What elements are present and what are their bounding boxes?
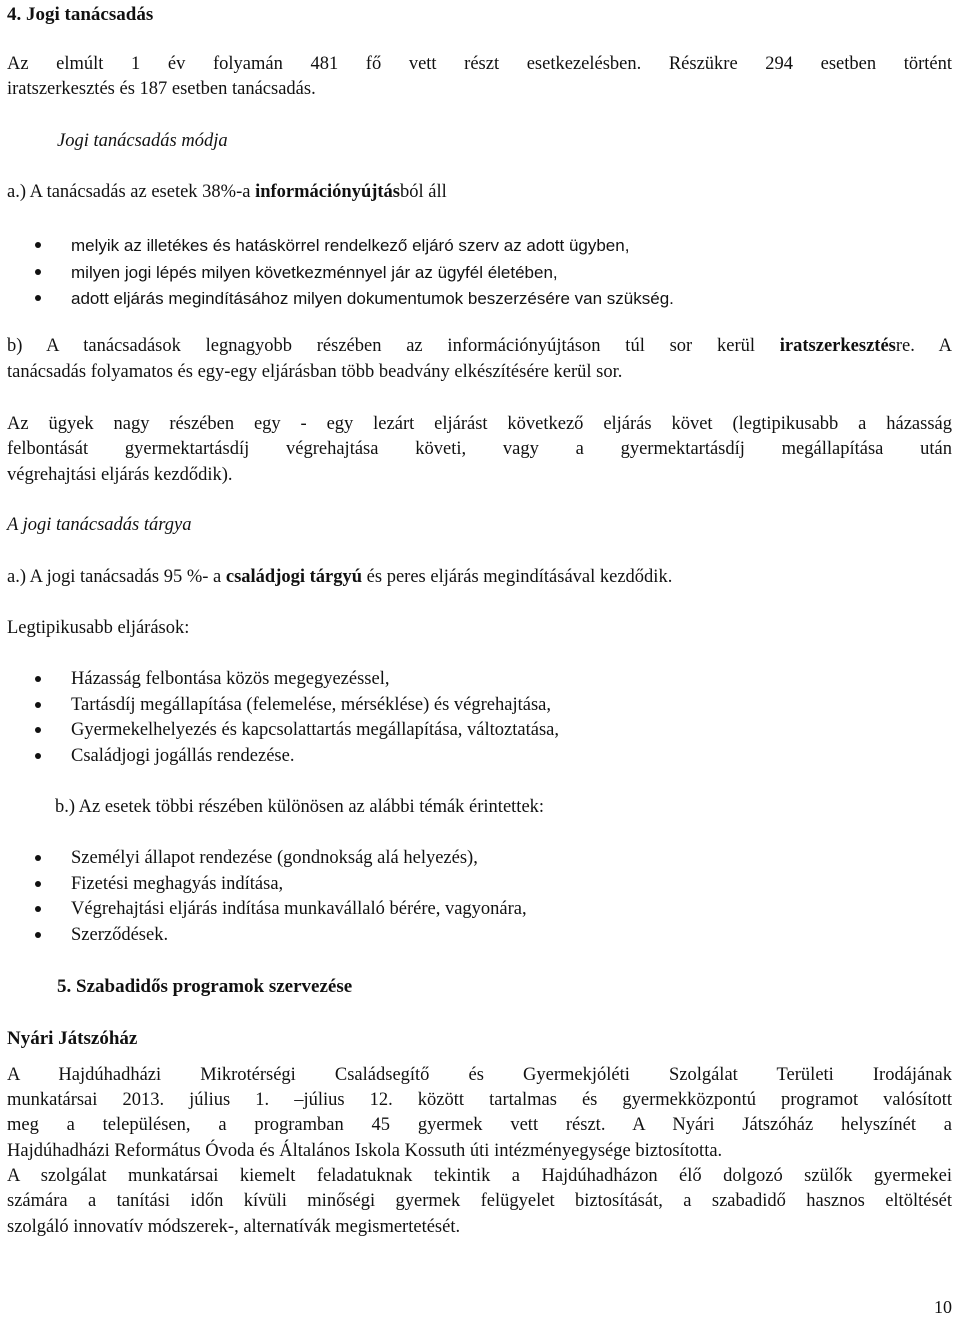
other-bullet-list <box>0 846 527 948</box>
intro-line-1: Az elmúlt 1 év folyamán 481 fő vett részt esetkezelésben. Részükre 294 esetben történt <box>7 54 952 74</box>
typical-bullet-list <box>0 667 559 769</box>
subject-title: A jogi tanácsadás tárgya <box>7 515 192 535</box>
p1-line-2: munkatársai 2013. július 1. –július 12. között tartalmas és gyermekközpontú programot valósított <box>7 1090 952 1110</box>
point-b-line-2: tanácsadás folyamatos és egy-egy eljárásban több beadvány elkészítésére kerül sor. <box>7 362 623 382</box>
point-a-bold: információnyújtás <box>255 182 401 202</box>
typical-title: Legtipikusabb eljárások: <box>7 618 190 638</box>
p2-line-1: A szolgálat munkatársai kiemelt feladatuknak tekintik a Hajdúhadházon élő dolgozó szülők gyermekei <box>7 1166 952 1186</box>
list-item: Gyermekelhelyezés és kapcsolattartás megállapítása, változtatása, <box>0 718 559 744</box>
subject-a-post: és peres eljárás megindításával kezdődik. <box>362 567 673 587</box>
list-item: Házasság felbontása közös megegyezéssel, <box>0 667 559 693</box>
point-a-post: ból áll <box>400 182 447 202</box>
point-b-line-1 <box>7 334 952 360</box>
point-b-bold: iratszerkesztés <box>779 336 896 356</box>
subject-b-line: b.) Az esetek többi részében különösen az alábbi témák érintettek: <box>55 797 545 817</box>
bullet-icon <box>35 702 41 708</box>
p2-line-3: szolgáló innovatív módszerek-, alternatívák megismertetését. <box>7 1217 461 1237</box>
subject-a-line <box>7 565 952 591</box>
list-item: Tartásdíj megállapítása (felemelése, mérséklése) és végrehajtása, <box>0 693 559 719</box>
point-a-pre: a.) A tanácsadás az esetek 38%-a <box>7 182 256 202</box>
list-item: milyen jogi lépés milyen következménnyel jár az ügyfél életében, <box>0 260 674 287</box>
bullet-icon <box>35 295 41 301</box>
subject-a-bold: családjogi tárgyú <box>225 567 363 587</box>
point-b-pre: b) A tanácsadások legnagyobb részében az információnyújtáson túl sor kerül <box>7 336 780 356</box>
list-item: adott eljárás megindításához milyen dokumentumok beszerzésére van szükség. <box>0 286 674 313</box>
list-item: Szerződések. <box>0 923 527 949</box>
point-b-post: re. A <box>895 336 952 356</box>
bullet-icon <box>35 881 41 887</box>
list-item: Végrehajtási eljárás indítása munkavállaló bérére, vagyonára, <box>0 897 527 923</box>
list-item: Családjogi jogállás rendezése. <box>0 744 559 770</box>
info-bullet-list <box>0 233 674 313</box>
p1-line-1: A Hajdúhadházi Mikrotérségi Családsegítő és Gyermekjóléti Szolgálat Területi Irodájának <box>7 1065 952 1085</box>
bullet-icon <box>35 855 41 861</box>
bullet-icon <box>35 676 41 682</box>
bullet-icon <box>35 242 41 248</box>
cases-line-3: végrehajtási eljárás kezdődik). <box>7 465 233 485</box>
list-item: Személyi állapot rendezése (gondnokság alá helyezés), <box>0 846 527 872</box>
mode-title: Jogi tanácsadás módja <box>57 131 228 151</box>
p2-line-2: számára a tanítási időn kívüli minőségi gyermek felügyelet biztosítását, a szabadidő hasznos eltöltését <box>7 1191 952 1211</box>
bullet-icon <box>35 269 41 275</box>
list-item: melyik az illetékes és hatáskörrel rendelkező eljáró szerv az adott ügyben, <box>0 233 674 260</box>
bullet-icon <box>35 753 41 759</box>
bullet-icon <box>35 906 41 912</box>
intro-line-2: iratszerkesztés és 187 esetben tanácsadás. <box>7 79 316 99</box>
section-4-heading: 4. Jogi tanácsadás <box>7 4 154 25</box>
point-a-line <box>7 180 952 206</box>
cases-line-2: felbontását gyermektartásdíj végrehajtása követi, vagy a gyermektartásdíj megállapítása után <box>7 439 952 459</box>
subject-a-pre: a.) A jogi tanácsadás 95 %- a <box>7 567 226 587</box>
list-item: Fizetési meghagyás indítása, <box>0 872 527 898</box>
cases-line-1: Az ügyek nagy részében egy - egy lezárt eljárást következő eljárás követ (legtipikusabb a házasság <box>7 414 952 434</box>
summer-playhouse-heading: Nyári Játszóház <box>7 1028 138 1049</box>
p1-line-3: meg a településen, a programban 45 gyermek vett részt. A Nyári Játszóház helyszínét a <box>7 1115 952 1135</box>
p1-line-4: Hajdúhadházi Református Óvoda és Általános Iskola Kossuth úti intézményegysége biztosította. <box>7 1141 723 1161</box>
bullet-icon <box>35 932 41 938</box>
page-number: 10 <box>934 1297 952 1317</box>
bullet-icon <box>35 727 41 733</box>
section-5-heading: 5. Szabadidős programok szervezése <box>57 976 353 997</box>
